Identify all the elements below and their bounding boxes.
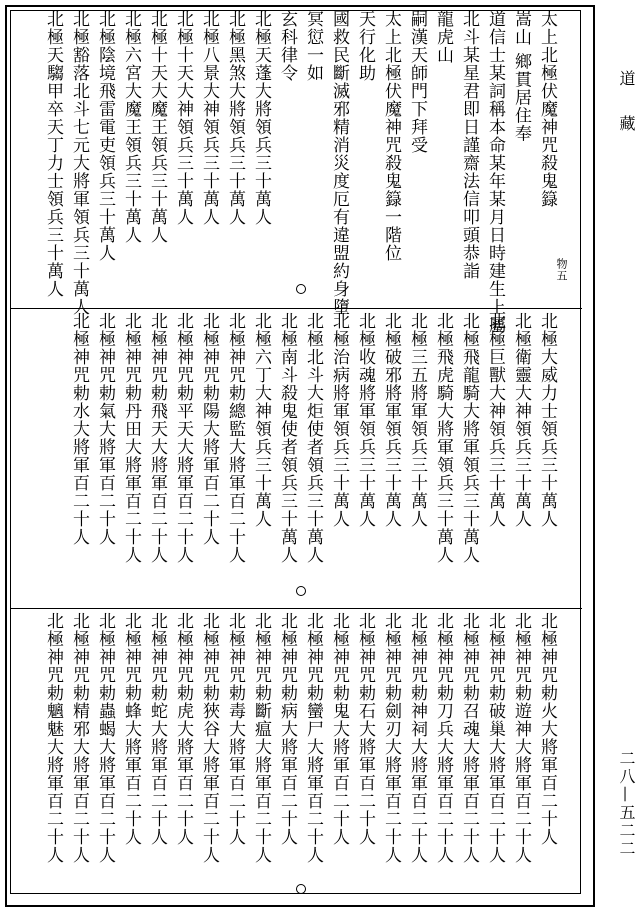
text-column: 北極飛虎騎大將軍領兵三十萬人 [433, 312, 453, 564]
margin-mark: 物五 [555, 258, 568, 282]
text-column: 北極神咒勅虎大將軍百二十人 [173, 612, 193, 846]
text-column: 龍虎山 [433, 10, 453, 64]
panel-3 [40, 612, 560, 897]
panel-divider-2 [11, 608, 582, 609]
text-column: 北極神咒勅鬼大將軍百二十人 [329, 612, 349, 846]
text-column: 北極神咒勅蠻尸大將軍百二十人 [303, 612, 323, 864]
text-column: 北極神咒勅召魂大將軍百二十人 [459, 612, 479, 864]
text-column: 北極治病將軍領兵三十萬人 [329, 312, 349, 528]
side-title: 道 藏 [617, 70, 636, 144]
text-column: 嗣漢天師門下拜受 [407, 10, 427, 154]
panel-1 [40, 10, 560, 334]
text-column: 北極八景大神領兵三十萬人 [199, 10, 219, 226]
text-column: 北極神咒勅丹田大將軍百二十人 [121, 312, 141, 564]
text-column: 北極神咒勅破巢大將軍百二十人 [485, 612, 505, 864]
text-column: 北極神咒勅火大將軍百二十人 [537, 612, 557, 846]
text-column: 北極神咒勅劍刃大將軍百二十人 [381, 612, 401, 864]
text-column: 北極巨獸大神領兵三十萬人 [485, 312, 505, 528]
text-column: 北斗某星君即日謹齋法信叩頭恭詣 [459, 10, 479, 280]
text-column: 北極神咒勅蜂大將軍百二十人 [121, 612, 141, 846]
text-column: 道信士某詞稱本命某年某月日時建生上屬 [485, 10, 505, 334]
text-column: 北極十天大神領兵三十萬人 [173, 10, 193, 226]
text-column: 北極黑煞大將領兵三十萬人 [225, 10, 245, 226]
text-column: 北極神咒勅石大將軍百二十人 [355, 612, 375, 846]
text-column: 北極衛靈大神領兵三十萬人 [511, 312, 531, 528]
text-column: 北極十天大魔王領兵三十萬人 [147, 10, 167, 244]
text-column: 北極神咒勅氣大將軍百二十人 [95, 312, 115, 546]
section-circle [296, 586, 306, 596]
text-column: 北極大威力士領兵三十萬人 [537, 312, 557, 528]
text-column: 北極神咒勅遊神大將軍百二十人 [511, 612, 531, 864]
text-column: 北極神咒勅精邪大將軍百二十人 [69, 612, 89, 864]
text-column: 北極神咒勅蟲蝎大將軍百二十人 [95, 612, 115, 864]
text-column: 北極神咒勅病大將軍百二十人 [277, 612, 297, 846]
text-column: 北極神咒勅飛天大將軍百二十人 [147, 312, 167, 564]
text-column: 北極六宮大魔王領兵三十萬人 [121, 10, 141, 244]
section-circle [296, 884, 306, 894]
text-column: 北極神咒勅狹谷大將軍百二十人 [199, 612, 219, 864]
text-column: 北極神咒勅刀兵大將軍百二十人 [433, 612, 453, 864]
text-column: 太上北極伏魔神咒殺鬼籙 [537, 10, 557, 208]
text-column: 北極南斗殺鬼使者領兵三十萬人 [277, 312, 297, 564]
text-column: 北極神咒勅蛇大將軍百二十人 [147, 612, 167, 846]
panel-2 [40, 312, 560, 602]
text-column: 北極神咒勅水大將軍百二十人 [69, 312, 89, 546]
text-column: 北極神咒勅總監大將軍百二十人 [225, 312, 245, 564]
text-column: 冥愆一如 [303, 10, 323, 82]
text-column: 玄科律令 [277, 10, 297, 82]
text-column: 北極陰境飛雷電吏領兵三十萬人 [95, 10, 115, 262]
text-column: 北極天蓬大將領兵三十萬人 [251, 10, 271, 226]
text-column: 北極飛龍騎大將軍領兵三十萬人 [459, 312, 479, 564]
text-column: 天行化助 [355, 10, 375, 82]
text-column: 北極收魂將軍領兵三十萬人 [355, 312, 375, 528]
text-column: 國救民斷滅邪精消災度厄有違盟約身墮 [329, 10, 349, 316]
text-column: 北極天騶甲卒天丁力士領兵三十萬人 [43, 10, 63, 298]
text-column: 北極神咒勅神祠大將軍百二十人 [407, 612, 427, 864]
text-column: 北極神咒勅陽大將軍百二十人 [199, 312, 219, 546]
text-column: 太上北極伏魔神咒殺鬼籙一階位 [381, 10, 401, 262]
text-column: 北極豁落北斗七元大將軍領兵三十萬人 [69, 10, 89, 316]
text-column: 北極北斗大炬使者領兵三十萬人 [303, 312, 323, 564]
page-number: 二八—五二二 [617, 750, 636, 858]
text-column: 北極神咒勅平天大將軍百二十人 [173, 312, 193, 564]
text-column: 嵩山 鄉貫居住奉 [511, 10, 531, 143]
text-column: 北極神咒勅毒大將軍百二十人 [225, 612, 245, 846]
text-column: 北極神咒勅斷瘟大將軍百二十人 [251, 612, 271, 864]
text-column: 北極六丁大神領兵三十萬人 [251, 312, 271, 528]
section-circle [296, 284, 306, 294]
text-column: 北極神咒勅魑魅大將軍百二十人 [43, 612, 63, 864]
text-column: 北極三五將軍領兵三十萬人 [407, 312, 427, 528]
text-column: 北極破邪將軍領兵三十萬人 [381, 312, 401, 528]
